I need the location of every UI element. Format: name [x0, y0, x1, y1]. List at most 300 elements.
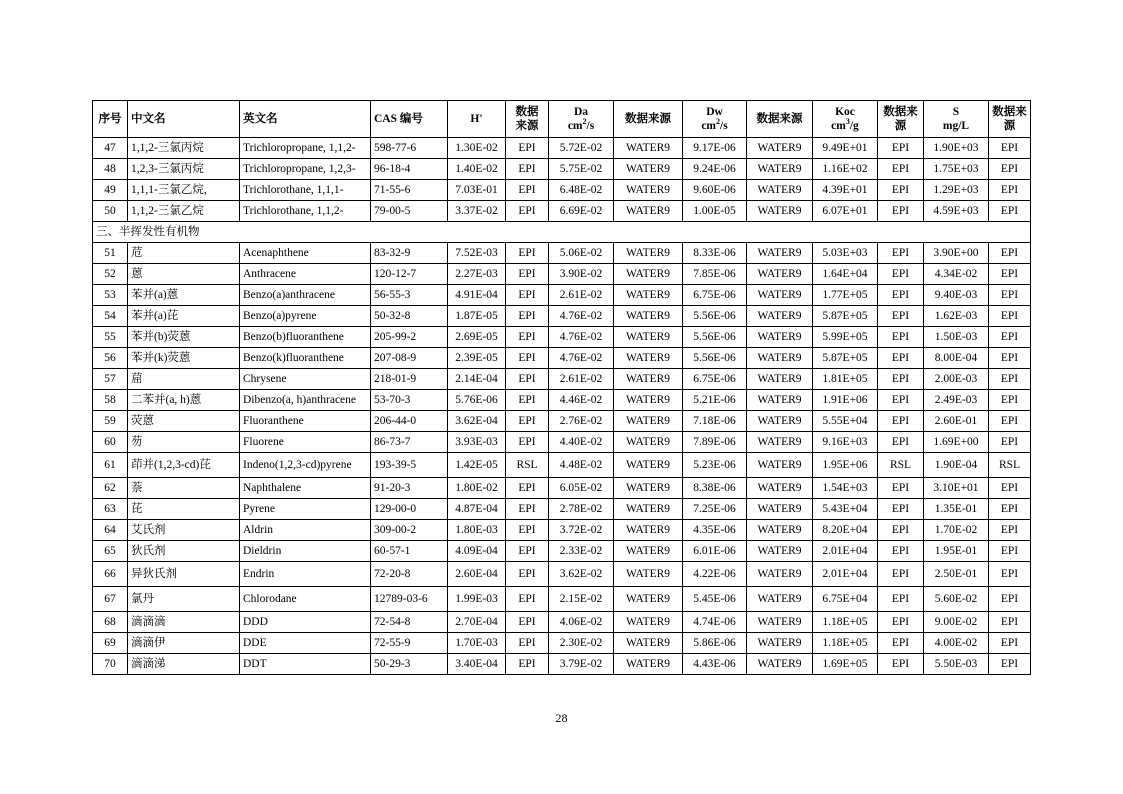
cell-source-3: WATER9: [747, 264, 813, 285]
cell-dw: 5.45E-06: [683, 587, 747, 612]
cell-english-name: Trichloropropane, 1,1,2-: [240, 138, 371, 159]
cell-dw: 5.21E-06: [683, 390, 747, 411]
cell-koc: 5.03E+03: [813, 243, 878, 264]
cell-chinese-name: 氯丹: [128, 587, 240, 612]
cell-source-4: EPI: [878, 390, 924, 411]
cell-english-name: Benzo(a)pyrene: [240, 306, 371, 327]
cell-cas-number: 193-39-5: [371, 453, 448, 478]
cell-source-1: EPI: [506, 264, 549, 285]
cell-source-2: WATER9: [614, 478, 683, 499]
cell-koc: 4.39E+01: [813, 180, 878, 201]
cell-da: 4.46E-02: [549, 390, 614, 411]
cell-chinese-name: 苯并(b)荧蒽: [128, 327, 240, 348]
cell-source-3: WATER9: [747, 138, 813, 159]
cell-chinese-name: 芴: [128, 432, 240, 453]
cell-no: 69: [93, 633, 128, 654]
cell-source-5: EPI: [989, 499, 1031, 520]
cell-dw: 7.89E-06: [683, 432, 747, 453]
cell-source-5: EPI: [989, 306, 1031, 327]
cell-source-3: WATER9: [747, 432, 813, 453]
cell-dw: 5.23E-06: [683, 453, 747, 478]
cell-h: 3.93E-03: [448, 432, 506, 453]
cell-english-name: Benzo(b)fluoranthene: [240, 327, 371, 348]
cell-s: 2.50E-01: [924, 562, 989, 587]
header-dw-label: Dw: [706, 106, 723, 118]
cell-source-1: EPI: [506, 562, 549, 587]
cell-source-1: EPI: [506, 390, 549, 411]
cell-h: 1.70E-03: [448, 633, 506, 654]
cell-s: 1.50E-03: [924, 327, 989, 348]
cell-no: 62: [93, 478, 128, 499]
cell-da: 2.78E-02: [549, 499, 614, 520]
cell-koc: 9.49E+01: [813, 138, 878, 159]
cell-source-4: EPI: [878, 201, 924, 222]
cell-s: 2.60E-01: [924, 411, 989, 432]
cell-chinese-name: 滴滴滴: [128, 612, 240, 633]
cell-h: 1.40E-02: [448, 159, 506, 180]
cell-s: 1.95E-01: [924, 541, 989, 562]
cell-source-1: EPI: [506, 201, 549, 222]
header-source-1: [506, 101, 549, 138]
cell-source-2: WATER9: [614, 138, 683, 159]
cell-dw: 4.22E-06: [683, 562, 747, 587]
cell-s: 5.50E-03: [924, 654, 989, 675]
cell-h: 1.30E-02: [448, 138, 506, 159]
cell-english-name: DDE: [240, 633, 371, 654]
cell-cas-number: 129-00-0: [371, 499, 448, 520]
cell-english-name: Pyrene: [240, 499, 371, 520]
table-row: [93, 633, 1031, 654]
cell-source-2: WATER9: [614, 432, 683, 453]
cell-koc: 1.91E+06: [813, 390, 878, 411]
cell-cas-number: 218-01-9: [371, 369, 448, 390]
cell-koc: 1.95E+06: [813, 453, 878, 478]
cell-chinese-name: 苊: [128, 243, 240, 264]
cell-dw: 9.17E-06: [683, 138, 747, 159]
header-chinese-name: 中文名: [128, 101, 240, 138]
cell-english-name: Chlorodane: [240, 587, 371, 612]
cell-english-name: Acenaphthene: [240, 243, 371, 264]
cell-h: 1.99E-03: [448, 587, 506, 612]
cell-source-5: EPI: [989, 654, 1031, 675]
cell-source-4: EPI: [878, 478, 924, 499]
table-row: [93, 654, 1031, 675]
cell-koc: 5.87E+05: [813, 348, 878, 369]
cell-h: 1.87E-05: [448, 306, 506, 327]
cell-h: 3.40E-04: [448, 654, 506, 675]
cell-source-5: EPI: [989, 520, 1031, 541]
header-english-name: 英文名: [240, 101, 371, 138]
cell-source-3: WATER9: [747, 285, 813, 306]
cell-source-3: WATER9: [747, 201, 813, 222]
cell-source-4: EPI: [878, 348, 924, 369]
cell-source-2: WATER9: [614, 390, 683, 411]
header-dw: [683, 101, 747, 138]
cell-da: 5.75E-02: [549, 159, 614, 180]
cell-english-name: Benzo(a)anthracene: [240, 285, 371, 306]
header-s-label: S: [952, 106, 960, 118]
cell-da: 2.15E-02: [549, 587, 614, 612]
cell-source-4: EPI: [878, 654, 924, 675]
cell-h: 7.03E-01: [448, 180, 506, 201]
cell-source-2: WATER9: [614, 180, 683, 201]
header-koc-label: Koc: [835, 106, 855, 118]
cell-source-4: EPI: [878, 499, 924, 520]
cell-no: 54: [93, 306, 128, 327]
cell-koc: 8.20E+04: [813, 520, 878, 541]
cell-source-3: WATER9: [747, 390, 813, 411]
cell-s: 1.70E-02: [924, 520, 989, 541]
cell-source-2: WATER9: [614, 285, 683, 306]
cell-no: 50: [93, 201, 128, 222]
cell-chinese-name: 蒽: [128, 264, 240, 285]
cell-h: 1.42E-05: [448, 453, 506, 478]
cell-source-5: EPI: [989, 285, 1031, 306]
cell-cas-number: 72-55-9: [371, 633, 448, 654]
cell-da: 6.69E-02: [549, 201, 614, 222]
cell-koc: 5.99E+05: [813, 327, 878, 348]
cell-source-5: EPI: [989, 633, 1031, 654]
cell-source-5: EPI: [989, 390, 1031, 411]
cell-cas-number: 91-20-3: [371, 478, 448, 499]
cell-dw: 7.85E-06: [683, 264, 747, 285]
cell-h: 7.52E-03: [448, 243, 506, 264]
cell-da: 5.72E-02: [549, 138, 614, 159]
cell-koc: 2.01E+04: [813, 541, 878, 562]
cell-s: 1.69E+00: [924, 432, 989, 453]
cell-no: 60: [93, 432, 128, 453]
cell-english-name: Trichlorothane, 1,1,1-: [240, 180, 371, 201]
header-source-4-line-2: 源: [894, 120, 907, 132]
cell-english-name: Aldrin: [240, 520, 371, 541]
cell-source-5: EPI: [989, 541, 1031, 562]
cell-h: 1.80E-02: [448, 478, 506, 499]
cell-source-5: EPI: [989, 432, 1031, 453]
cell-no: 61: [93, 453, 128, 478]
cell-source-4: RSL: [878, 453, 924, 478]
cell-no: 65: [93, 541, 128, 562]
table-row: [93, 520, 1031, 541]
cell-source-5: EPI: [989, 478, 1031, 499]
table-row: [93, 180, 1031, 201]
cell-english-name: Benzo(k)fluoranthene: [240, 348, 371, 369]
cell-source-1: EPI: [506, 369, 549, 390]
cell-koc: 1.18E+05: [813, 612, 878, 633]
cell-no: 67: [93, 587, 128, 612]
cell-source-3: WATER9: [747, 306, 813, 327]
cell-no: 56: [93, 348, 128, 369]
cell-source-3: WATER9: [747, 520, 813, 541]
cell-source-4: EPI: [878, 612, 924, 633]
cell-da: 4.76E-02: [549, 348, 614, 369]
cell-koc: 1.18E+05: [813, 633, 878, 654]
cell-koc: 1.64E+04: [813, 264, 878, 285]
cell-da: 6.05E-02: [549, 478, 614, 499]
table-row: [93, 541, 1031, 562]
table-section: [93, 222, 1031, 243]
cell-source-3: WATER9: [747, 478, 813, 499]
cell-s: 4.34E-02: [924, 264, 989, 285]
header-no: 序号: [93, 101, 128, 138]
cell-dw: 4.74E-06: [683, 612, 747, 633]
table-row: [93, 369, 1031, 390]
cell-s: 1.75E+03: [924, 159, 989, 180]
cell-chinese-name: 1,1,2-三氯乙烷: [128, 201, 240, 222]
cell-h: 4.87E-04: [448, 499, 506, 520]
cell-source-5: EPI: [989, 243, 1031, 264]
cell-no: 48: [93, 159, 128, 180]
cell-source-2: WATER9: [614, 633, 683, 654]
cell-source-4: EPI: [878, 180, 924, 201]
cell-h: 2.27E-03: [448, 264, 506, 285]
table-row: [93, 327, 1031, 348]
cell-source-3: WATER9: [747, 654, 813, 675]
header-source-4-line-1: 数据来: [883, 106, 918, 118]
cell-s: 9.40E-03: [924, 285, 989, 306]
cell-cas-number: 50-32-8: [371, 306, 448, 327]
cell-da: 2.30E-02: [549, 633, 614, 654]
cell-source-5: EPI: [989, 348, 1031, 369]
cell-s: 1.90E-04: [924, 453, 989, 478]
table-row: [93, 159, 1031, 180]
cell-da: 2.33E-02: [549, 541, 614, 562]
cell-source-1: EPI: [506, 411, 549, 432]
cell-chinese-name: 荧蒽: [128, 411, 240, 432]
cell-koc: 1.69E+05: [813, 654, 878, 675]
cell-source-2: WATER9: [614, 654, 683, 675]
cell-da: 2.61E-02: [549, 285, 614, 306]
table-row: [93, 138, 1031, 159]
cell-no: 58: [93, 390, 128, 411]
cell-koc: 2.01E+04: [813, 562, 878, 587]
cell-source-4: EPI: [878, 587, 924, 612]
cell-source-1: EPI: [506, 612, 549, 633]
cell-no: 52: [93, 264, 128, 285]
cell-koc: 6.75E+04: [813, 587, 878, 612]
cell-cas-number: 79-00-5: [371, 201, 448, 222]
cell-source-3: WATER9: [747, 587, 813, 612]
cell-koc: 6.07E+01: [813, 201, 878, 222]
cell-english-name: Naphthalene: [240, 478, 371, 499]
cell-english-name: Fluoranthene: [240, 411, 371, 432]
cell-source-1: EPI: [506, 138, 549, 159]
cell-s: 4.59E+03: [924, 201, 989, 222]
cell-cas-number: 206-44-0: [371, 411, 448, 432]
cell-da: 5.06E-02: [549, 243, 614, 264]
cell-source-1: EPI: [506, 159, 549, 180]
header-source-5: [989, 101, 1031, 138]
header-da-unit: $cm^2/s$: [567, 117, 595, 132]
table-row: [93, 201, 1031, 222]
cell-source-3: WATER9: [747, 327, 813, 348]
header-h: H': [448, 101, 506, 138]
table-body-bottom: [93, 243, 1031, 675]
cell-source-3: WATER9: [747, 633, 813, 654]
cell-h: 3.62E-04: [448, 411, 506, 432]
cell-source-2: WATER9: [614, 327, 683, 348]
cell-cas-number: 60-57-1: [371, 541, 448, 562]
cell-h: 3.37E-02: [448, 201, 506, 222]
cell-cas-number: 83-32-9: [371, 243, 448, 264]
cell-koc: 1.16E+02: [813, 159, 878, 180]
header-da: [549, 101, 614, 138]
cell-dw: 8.33E-06: [683, 243, 747, 264]
cell-source-3: WATER9: [747, 541, 813, 562]
cell-h: 1.80E-03: [448, 520, 506, 541]
header-source-5-line-2: 源: [1003, 120, 1016, 132]
cell-chinese-name: 苯并(a)芘: [128, 306, 240, 327]
cell-source-5: EPI: [989, 612, 1031, 633]
cell-da: 4.76E-02: [549, 306, 614, 327]
cell-english-name: DDT: [240, 654, 371, 675]
table-row: [93, 587, 1031, 612]
cell-cas-number: 309-00-2: [371, 520, 448, 541]
cell-source-4: EPI: [878, 264, 924, 285]
cell-s: 8.00E-04: [924, 348, 989, 369]
cell-source-1: EPI: [506, 633, 549, 654]
cell-koc: 1.81E+05: [813, 369, 878, 390]
cell-cas-number: 96-18-4: [371, 159, 448, 180]
cell-source-1: EPI: [506, 243, 549, 264]
cell-source-3: WATER9: [747, 453, 813, 478]
header-dw-unit: $cm^2/s$: [701, 117, 728, 132]
cell-chinese-name: 滴滴伊: [128, 633, 240, 654]
cell-source-1: EPI: [506, 306, 549, 327]
page-number: 28: [555, 711, 568, 725]
cell-source-4: EPI: [878, 411, 924, 432]
cell-h: 2.39E-05: [448, 348, 506, 369]
table-row: [93, 562, 1031, 587]
cell-source-2: WATER9: [614, 541, 683, 562]
cell-chinese-name: 1,1,2-三氯丙烷: [128, 138, 240, 159]
cell-s: 1.90E+03: [924, 138, 989, 159]
header-source-4: [878, 101, 924, 138]
cell-source-2: WATER9: [614, 306, 683, 327]
cell-da: 3.72E-02: [549, 520, 614, 541]
cell-source-3: WATER9: [747, 348, 813, 369]
header-cas-number: CAS 编号: [371, 101, 448, 138]
cell-da: 3.90E-02: [549, 264, 614, 285]
cell-chinese-name: 1,2,3-三氯丙烷: [128, 159, 240, 180]
cell-cas-number: 120-12-7: [371, 264, 448, 285]
cell-source-4: EPI: [878, 285, 924, 306]
cell-koc: 1.54E+03: [813, 478, 878, 499]
cell-cas-number: 56-55-3: [371, 285, 448, 306]
cell-no: 49: [93, 180, 128, 201]
cell-source-1: EPI: [506, 587, 549, 612]
cell-source-2: WATER9: [614, 587, 683, 612]
cell-source-5: EPI: [989, 562, 1031, 587]
cell-source-3: WATER9: [747, 411, 813, 432]
table-row: [93, 453, 1031, 478]
cell-source-2: WATER9: [614, 562, 683, 587]
cell-source-5: EPI: [989, 587, 1031, 612]
cell-da: 3.62E-02: [549, 562, 614, 587]
cell-english-name: Fluorene: [240, 432, 371, 453]
cell-source-1: EPI: [506, 180, 549, 201]
cell-source-2: WATER9: [614, 612, 683, 633]
cell-chinese-name: 苯并(k)荧蒽: [128, 348, 240, 369]
cell-source-4: EPI: [878, 369, 924, 390]
cell-dw: 5.56E-06: [683, 327, 747, 348]
cell-source-4: EPI: [878, 306, 924, 327]
cell-dw: 7.25E-06: [683, 499, 747, 520]
table-row: [93, 411, 1031, 432]
cell-cas-number: 12789-03-6: [371, 587, 448, 612]
cell-s: 3.10E+01: [924, 478, 989, 499]
cell-dw: 8.38E-06: [683, 478, 747, 499]
cell-dw: 6.75E-06: [683, 369, 747, 390]
cell-source-5: RSL: [989, 453, 1031, 478]
header-koc: [813, 101, 878, 138]
cell-source-5: EPI: [989, 180, 1031, 201]
cell-source-2: WATER9: [614, 499, 683, 520]
cell-h: 2.60E-04: [448, 562, 506, 587]
cell-source-5: EPI: [989, 327, 1031, 348]
cell-cas-number: 72-20-8: [371, 562, 448, 587]
header-da-label: Da: [573, 106, 589, 118]
cell-da: 4.48E-02: [549, 453, 614, 478]
cell-no: 68: [93, 612, 128, 633]
data-table: [92, 100, 1031, 675]
cell-source-3: WATER9: [747, 243, 813, 264]
cell-source-4: EPI: [878, 138, 924, 159]
cell-no: 59: [93, 411, 128, 432]
cell-s: 1.62E-03: [924, 306, 989, 327]
cell-english-name: Endrin: [240, 562, 371, 587]
cell-dw: 9.60E-06: [683, 180, 747, 201]
table-row: [93, 478, 1031, 499]
cell-s: 2.49E-03: [924, 390, 989, 411]
cell-cas-number: 598-77-6: [371, 138, 448, 159]
cell-h: 5.76E-06: [448, 390, 506, 411]
cell-source-3: WATER9: [747, 562, 813, 587]
table-row: [93, 306, 1031, 327]
cell-dw: 5.56E-06: [683, 306, 747, 327]
cell-s: 1.35E-01: [924, 499, 989, 520]
cell-no: 53: [93, 285, 128, 306]
cell-chinese-name: 二苯并(a, h)蒽: [128, 390, 240, 411]
cell-source-4: EPI: [878, 562, 924, 587]
cell-chinese-name: 狄氏剂: [128, 541, 240, 562]
cell-source-2: WATER9: [614, 348, 683, 369]
cell-source-2: WATER9: [614, 243, 683, 264]
cell-da: 3.79E-02: [549, 654, 614, 675]
cell-no: 47: [93, 138, 128, 159]
cell-koc: 1.77E+05: [813, 285, 878, 306]
cell-source-1: EPI: [506, 285, 549, 306]
cell-cas-number: 205-99-2: [371, 327, 448, 348]
cell-h: 2.70E-04: [448, 612, 506, 633]
table-row: [93, 285, 1031, 306]
cell-source-3: WATER9: [747, 612, 813, 633]
cell-source-3: WATER9: [747, 499, 813, 520]
cell-cas-number: 71-55-6: [371, 180, 448, 201]
cell-koc: 5.43E+04: [813, 499, 878, 520]
cell-source-5: EPI: [989, 369, 1031, 390]
cell-chinese-name: 苯并(a)蒽: [128, 285, 240, 306]
cell-source-5: EPI: [989, 138, 1031, 159]
cell-h: 2.14E-04: [448, 369, 506, 390]
cell-dw: 4.35E-06: [683, 520, 747, 541]
cell-chinese-name: 萘: [128, 478, 240, 499]
cell-english-name: Anthracene: [240, 264, 371, 285]
section-row: [93, 222, 1031, 243]
cell-no: 63: [93, 499, 128, 520]
cell-s: 4.00E-02: [924, 633, 989, 654]
table-row: [93, 243, 1031, 264]
cell-no: 55: [93, 327, 128, 348]
